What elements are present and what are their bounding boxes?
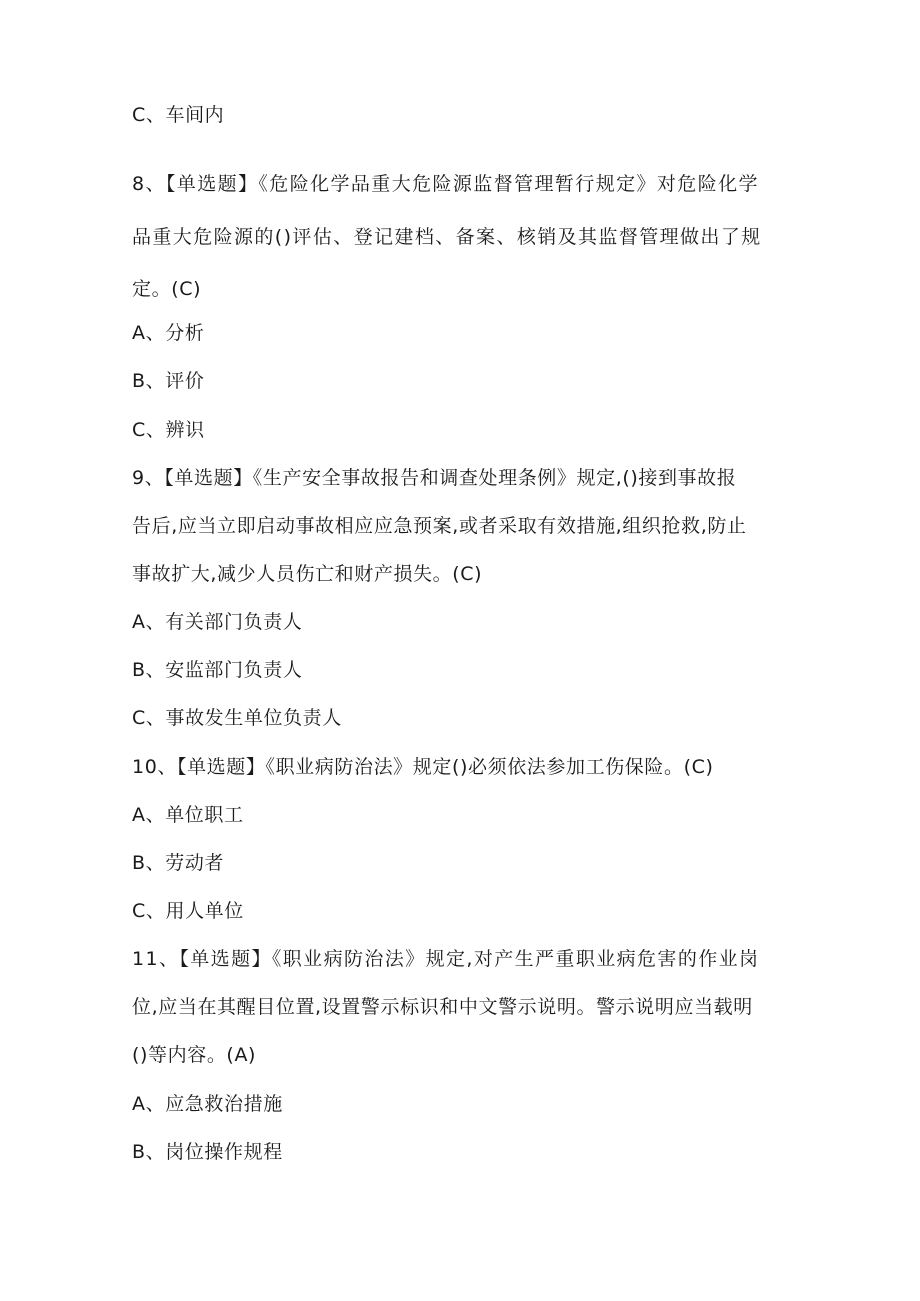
option-8a: A、分析 [132, 322, 205, 344]
option-10a: A、单位职工 [132, 804, 244, 826]
question-9-line-3: 事故扩大,减少人员伤亡和财产损失。(C) [132, 563, 483, 585]
option-10c: C、用人单位 [132, 900, 244, 922]
question-11-line-3: ()等内容。(A) [132, 1044, 257, 1066]
option-10b: B、劳动者 [132, 852, 225, 874]
option-9b: B、安监部门负责人 [132, 659, 303, 681]
option-9a: A、有关部门负责人 [132, 611, 303, 633]
question-8-line-1: 8、【单选题】《危险化学品重大危险源监督管理暂行规定》对危险化学 [132, 173, 759, 195]
option-9c: C、事故发生单位负责人 [132, 707, 342, 729]
option-8c: C、辨识 [132, 419, 205, 441]
option-8b: B、评价 [132, 370, 205, 392]
question-9-line-1: 9、【单选题】《生产安全事故报告和调查处理条例》规定,()接到事故报 [132, 467, 737, 489]
option-11b: B、岗位操作规程 [132, 1141, 283, 1163]
question-8-line-3: 定。(C) [132, 278, 202, 300]
option-11a: A、应急救治措施 [132, 1093, 283, 1115]
question-9-line-2: 告后,应当立即启动事故相应应急预案,或者采取有效措施,组织抢救,防止 [132, 515, 747, 537]
question-8-line-2: 品重大危险源的()评估、登记建档、备案、核销及其监督管理做出了规 [132, 226, 762, 248]
question-11-line-2: 位,应当在其醒目位置,设置警示标识和中文警示说明。警示说明应当载明 [132, 996, 753, 1018]
option-7c: C、车间内 [132, 104, 225, 126]
question-10-line-1: 10、【单选题】《职业病防治法》规定()必须依法参加工伤保险。(C) [132, 756, 714, 778]
question-11-line-1: 11、【单选题】《职业病防治法》规定,对产生严重职业病危害的作业岗 [132, 948, 760, 970]
